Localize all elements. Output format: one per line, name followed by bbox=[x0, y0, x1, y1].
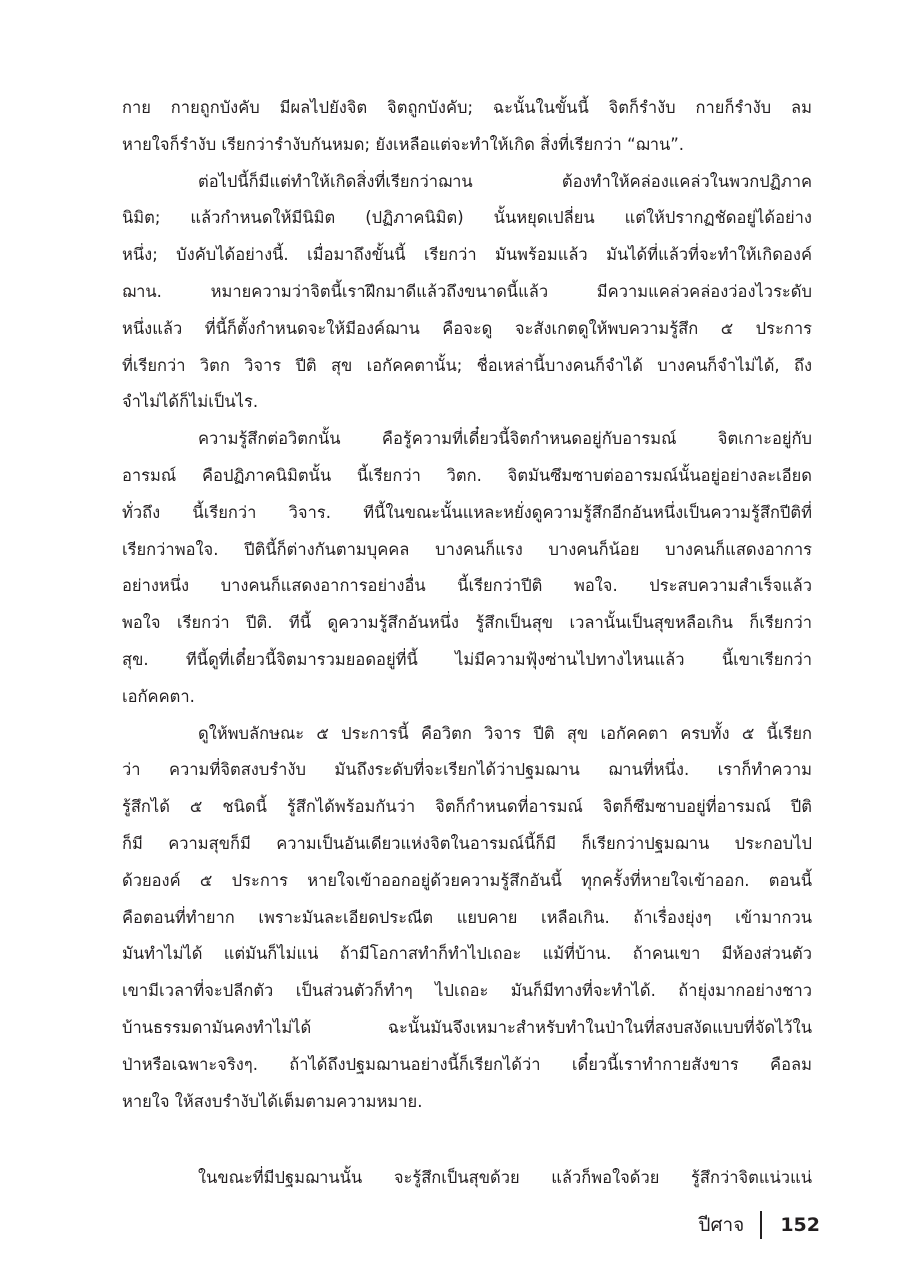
text-line: ในขณะที่มีปฐมฌานนั้น จะรู้สึกเป็นสุขด้วย แล้วก็พอใจด้วย รู้สึกว่าจิตแน่วแน่ bbox=[198, 1168, 812, 1188]
text-line: บ้านธรรมดามันคงทำไม่ได้ ฉะนั้นมันจึงเหมาะสำหรับทำในป่าในที่สงบสงัดแบบที่จัดไว้ใน bbox=[122, 1017, 812, 1037]
footer-divider bbox=[760, 1211, 762, 1239]
text-line: ด้วยองค์ ๕ ประการ หายใจเข้าออกอยู่ด้วยความรู้สึกอันนี้ ทุกครั้งที่หายใจเข้าออก. ตอนนี้ bbox=[122, 870, 812, 890]
text-line: มันทำไม่ได้ แต่มันก็ไม่แน่ ถ้ามีโอกาสทำก็ทำไปเถอะ แม้ที่บ้าน. ถ้าคนเขา มีห้องส่วนตัว bbox=[122, 944, 812, 964]
text-line: พอใจ เรียกว่า ปีติ. ทีนี้ ดูความรู้สึกอันหนึ่ง รู้สึกเป็นสุข เวลานั้นเป็นสุขหลือเกิน ก็เรียกว่า bbox=[122, 613, 812, 633]
text-line: หายใจ ให้สงบรำงับได้เต็มตามความหมาย. bbox=[122, 1091, 423, 1111]
text-line: เรียกว่าพอใจ. ปีตินี้ก็ต่างกันตามบุคคล บางคนก็แรง บางคนก็น้อย บางคนก็แสดงอาการ bbox=[122, 539, 812, 559]
text-line: กาย กายถูกบังคับ มีผลไปยังจิต จิตถูกบังคับ; ฉะนั้นในขั้นนี้ จิตก็รำงับ กายก็รำงับ ลม bbox=[122, 98, 812, 117]
text-line: หนึ่ง; บังคับได้อย่างนี้. เมื่อมาถึงขั้นนี้ เรียกว่า มันพร้อมแล้ว มันได้ที่แล้วที่จะทำให้เกิดองค์ bbox=[122, 245, 812, 265]
text-line: เอกัคคตา. bbox=[122, 686, 195, 706]
page-footer bbox=[698, 1207, 820, 1243]
text-line: สุข. ทีนี้ดูที่เดี๋ยวนี้จิตมารวมยอดอยู่ที่นี้ ไม่มีความฟุ้งซ่านไปทางไหนแล้ว นี้เขาเรียกว่า bbox=[122, 649, 812, 669]
paragraph bbox=[122, 421, 812, 715]
page-number: 152 bbox=[780, 1214, 820, 1236]
running-head: ปีศาจ bbox=[698, 1214, 745, 1236]
paragraph bbox=[122, 90, 812, 164]
text-line: ต่อไปนี้ก็มีแต่ทำให้เกิดสิ่งที่เรียกว่าฌาน ต้องทำให้คล่องแคล่วในพวกปฏิภาค bbox=[198, 171, 812, 191]
text-line: ทั่วถึง นี้เรียกว่า วิจาร. ทีนี้ในขณะนั้นแหละหยั่งดูความรู้สึกอีกอันหนึ่งเป็นความรู้สึกปีติที่ bbox=[122, 502, 812, 522]
text-line: อารมณ์ คือปฏิภาคนิมิตนั้น นี้เรียกว่า วิตก. จิตมันซึมซาบต่ออารมณ์นั้นอยู่อย่างละเอียด bbox=[122, 465, 812, 485]
paragraph-spacer bbox=[122, 1120, 812, 1160]
text-line: เขามีเวลาที่จะปลีกตัว เป็นส่วนตัวก็ทำๆ ไปเถอะ มันก็มีทางที่จะทำได้. ถ้ายุ่งมากอย่างชาว bbox=[122, 981, 812, 1001]
text-line: ว่า ความที่จิตสงบรำงับ มันถึงระดับที่จะเรียกได้ว่าปฐมฌาน ฌานที่หนึ่ง. เราก็ทำความ bbox=[122, 760, 812, 780]
text-line: ความรู้สึกต่อวิตกนั้น คือรู้ความที่เดี๋ยวนี้จิตกำหนดอยู่กับอารมณ์ จิตเกาะอยู่กับ bbox=[198, 429, 812, 449]
paragraph bbox=[122, 716, 812, 1121]
page-body bbox=[122, 90, 812, 1197]
text-line: ฌาน. หมายความว่าจิตนี้เราฝึกมาดีแล้วถึงขนาดนี้แล้ว มีความแคล่วคล่องว่องไวระดับ bbox=[122, 281, 812, 301]
text-line: รู้สึกได้ ๕ ชนิดนี้ รู้สึกได้พร้อมกันว่า จิตก็กำหนดที่อารมณ์ จิตก็ซึมซาบอยู่ที่อารมณ์ ปีติ bbox=[122, 797, 812, 817]
text-line: ดูให้พบลักษณะ ๕ ประการนี้ คือวิตก วิจาร ปีติ สุข เอกัคคตา ครบทั้ง ๕ นี้เรียก bbox=[198, 723, 812, 743]
text-line: อย่างหนึ่ง บางคนก็แสดงอาการอย่างอื่น นี้เรียกว่าปีติ พอใจ. ประสบความสำเร็จแล้ว bbox=[122, 576, 812, 596]
text-line: ก็มี ความสุขก็มี ความเป็นอันเดียวแห่งจิตในอารมณ์นี้ก็มี ก็เรียกว่าปฐมฌาน ประกอบไป bbox=[122, 833, 812, 853]
text-line: ที่เรียกว่า วิตก วิจาร ปีติ สุข เอกัคคตานั้น; ชื่อเหล่านี้บางคนก็จำได้ บางคนก็จำไม่ได้, ถึง bbox=[122, 355, 812, 375]
text-line: คือตอนที่ทำยาก เพราะมันละเอียดประณีต แยบคาย เหลือเกิน. ถ้าเรื่องยุ่งๆ เข้ามากวน bbox=[122, 907, 812, 927]
paragraph bbox=[122, 164, 812, 422]
text-line: นิมิต; แล้วกำหนดให้มีนิมิต (ปฏิภาคนิมิต) นั้นหยุดเปลี่ยน แต่ให้ปรากฏชัดอยู่ได้อย่าง bbox=[122, 208, 812, 228]
text-line: หนึ่งแล้ว ที่นี้ก็ตั้งกำหนดจะให้มีองค์ฌาน คือจะดู จะสังเกตดูให้พบความรู้สึก ๕ ประการ bbox=[122, 318, 812, 338]
text-line: หายใจก็รำงับ เรียกว่ารำงับกันหมด; ยังเหลือแต่จะทำให้เกิด สิ่งที่เรียกว่า “ฌาน”. bbox=[122, 134, 685, 154]
text-line: ป่าหรือเฉพาะจริงๆ. ถ้าได้ถึงปฐมฌานอย่างนี้ก็เรียกได้ว่า เดี๋ยวนี้เราทำกายสังขาร คือลม bbox=[122, 1054, 812, 1074]
text-line: จำไม่ได้ก็ไม่เป็นไร. bbox=[122, 392, 259, 412]
paragraph bbox=[122, 1160, 812, 1197]
